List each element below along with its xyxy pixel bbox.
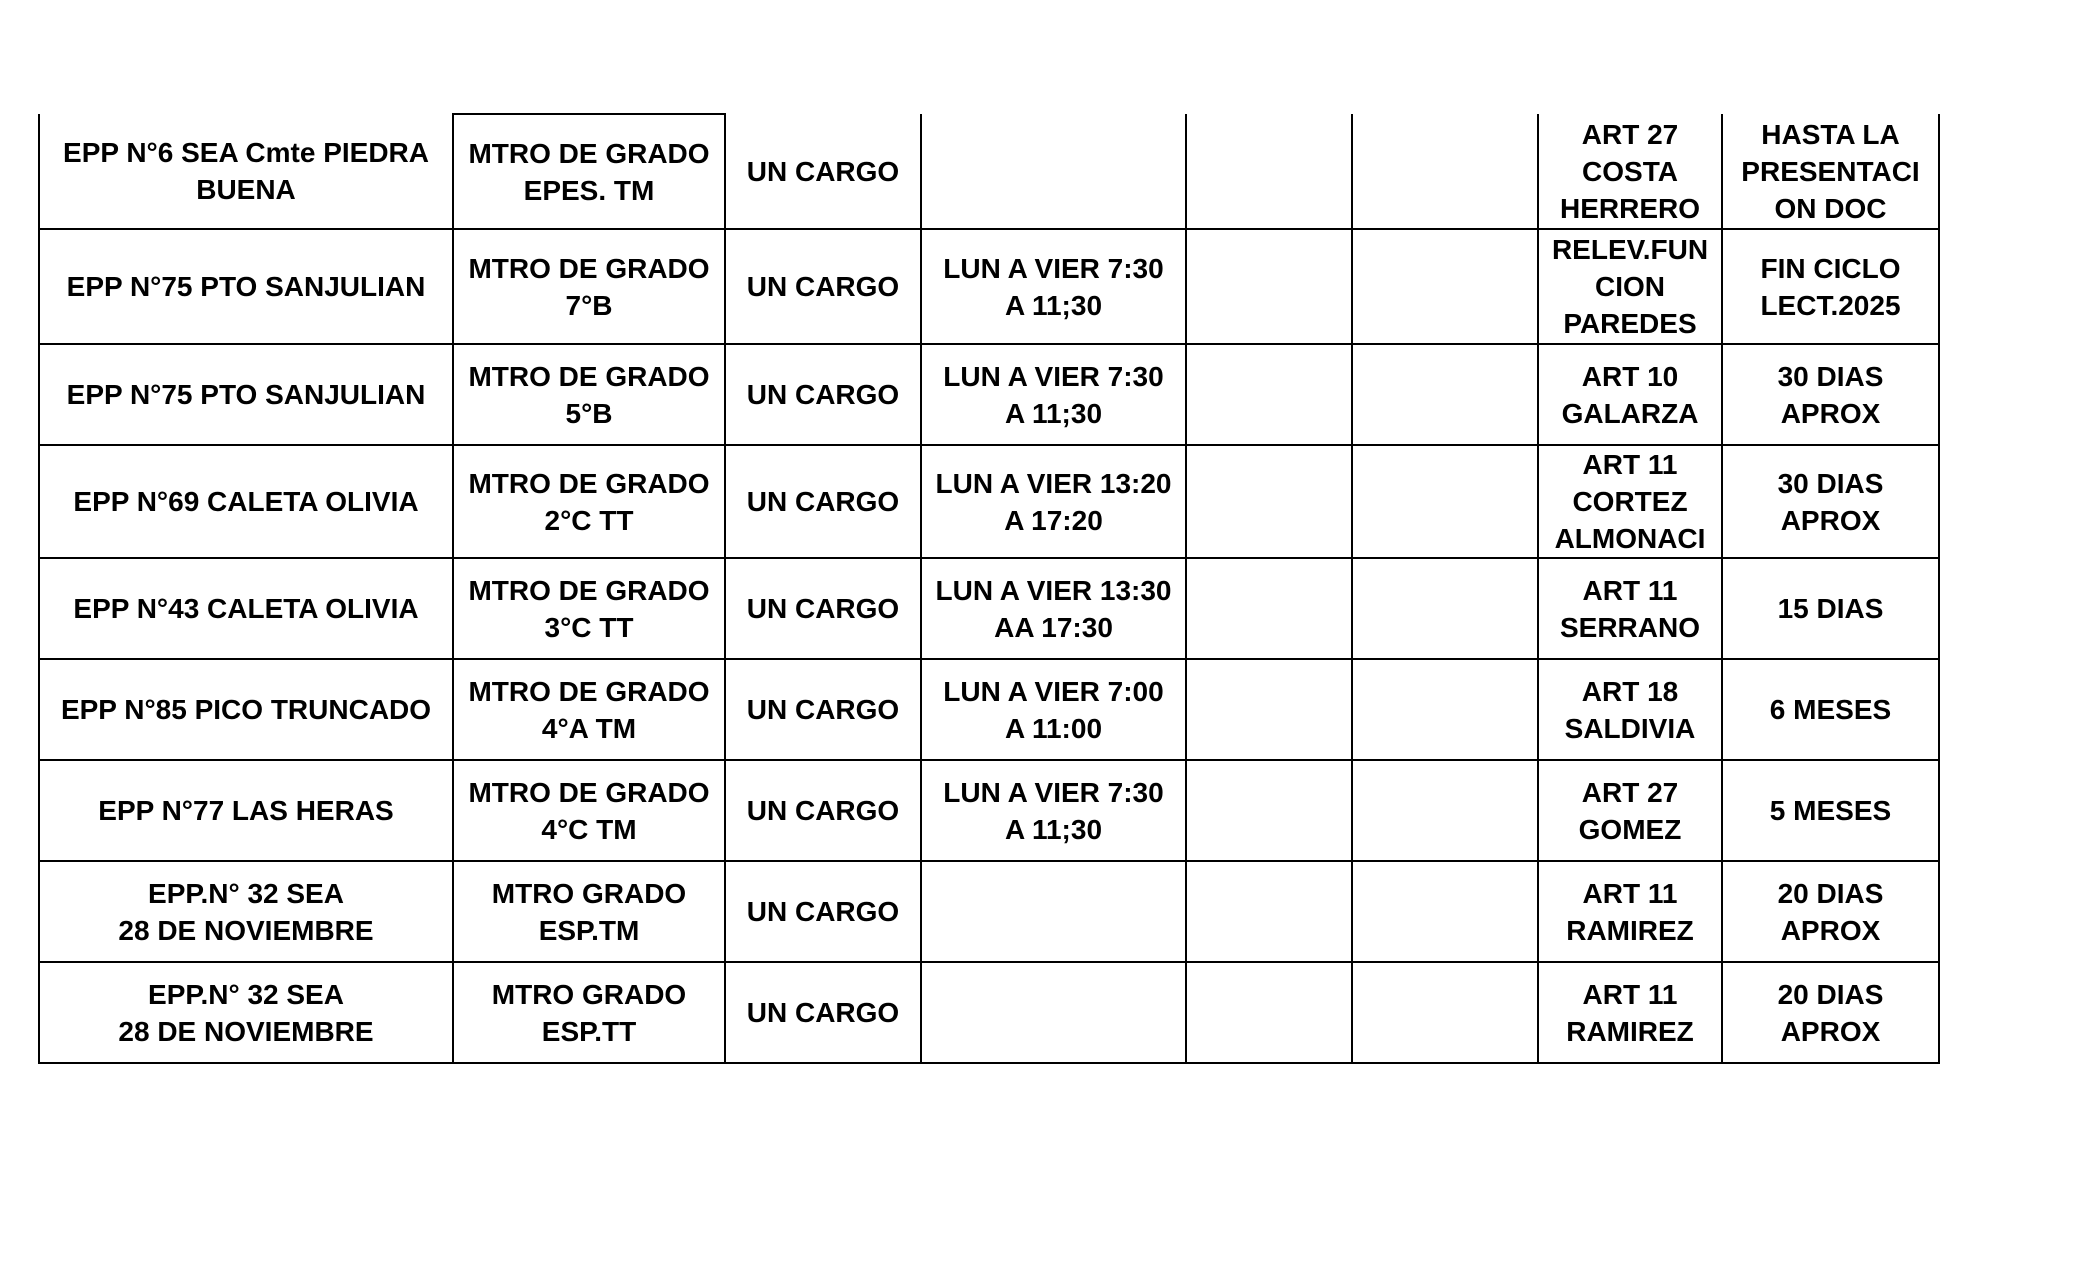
- empty-cell: [1352, 344, 1538, 445]
- table-row: [39, 558, 1939, 659]
- duration-cell: HASTA LA PRESENTACI ON DOC: [1722, 114, 1939, 229]
- school-cell: EPP N°6 SEA Cmte PIEDRA BUENA: [39, 114, 453, 229]
- school-cell: EPP N°75 PTO SANJULIAN: [39, 344, 453, 445]
- cargo-cell: UN CARGO: [725, 344, 921, 445]
- duration-cell: 20 DIAS APROX: [1722, 962, 1939, 1063]
- school-cell: EPP.N° 32 SEA 28 DE NOVIEMBRE: [39, 962, 453, 1063]
- cargo-cell: UN CARGO: [725, 659, 921, 760]
- duration-cell: 15 DIAS: [1722, 558, 1939, 659]
- position-cell: MTRO GRADO ESP.TM: [453, 861, 725, 962]
- empty-cell: [1186, 229, 1352, 344]
- article-cell: ART 11 RAMIREZ: [1538, 861, 1722, 962]
- article-cell: ART 11 CORTEZ ALMONACI: [1538, 445, 1722, 558]
- cargo-cell: UN CARGO: [725, 558, 921, 659]
- position-cell: MTRO DE GRADO 7°B: [453, 229, 725, 344]
- schedule-cell: LUN A VIER 7:30 A 11;30: [921, 229, 1186, 344]
- empty-cell: [1352, 445, 1538, 558]
- empty-cell: [1352, 229, 1538, 344]
- cargo-cell: UN CARGO: [725, 229, 921, 344]
- duration-cell: 20 DIAS APROX: [1722, 861, 1939, 962]
- school-cell: EPP N°75 PTO SANJULIAN: [39, 229, 453, 344]
- cargo-cell: UN CARGO: [725, 962, 921, 1063]
- schedule-cell: LUN A VIER 13:30 AA 17:30: [921, 558, 1186, 659]
- school-cell: EPP N°77 LAS HERAS: [39, 760, 453, 861]
- empty-cell: [1186, 558, 1352, 659]
- duration-cell: 5 MESES: [1722, 760, 1939, 861]
- cargo-cell: UN CARGO: [725, 114, 921, 229]
- table-row: [39, 229, 1939, 344]
- schedule-cell: LUN A VIER 7:30 A 11;30: [921, 344, 1186, 445]
- school-cell: EPP N°69 CALETA OLIVIA: [39, 445, 453, 558]
- duration-cell: 6 MESES: [1722, 659, 1939, 760]
- article-cell: ART 11 SERRANO: [1538, 558, 1722, 659]
- table-row: [39, 659, 1939, 760]
- schedule-cell: LUN A VIER 13:20 A 17:20: [921, 445, 1186, 558]
- schedule-cell: [921, 114, 1186, 229]
- table-row: [39, 344, 1939, 445]
- school-cell: EPP.N° 32 SEA 28 DE NOVIEMBRE: [39, 861, 453, 962]
- empty-cell: [1186, 760, 1352, 861]
- empty-cell: [1186, 659, 1352, 760]
- article-cell: ART 10 GALARZA: [1538, 344, 1722, 445]
- table-row: [39, 445, 1939, 558]
- article-cell: ART 18 SALDIVIA: [1538, 659, 1722, 760]
- empty-cell: [1352, 962, 1538, 1063]
- empty-cell: [1352, 558, 1538, 659]
- article-cell: ART 11 RAMIREZ: [1538, 962, 1722, 1063]
- position-cell: MTRO DE GRADO 5°B: [453, 344, 725, 445]
- position-cell: MTRO DE GRADO 2°C TT: [453, 445, 725, 558]
- schedule-cell: [921, 861, 1186, 962]
- empty-cell: [1186, 344, 1352, 445]
- school-cell: EPP N°85 PICO TRUNCADO: [39, 659, 453, 760]
- cargo-cell: UN CARGO: [725, 861, 921, 962]
- position-cell: MTRO DE GRADO 4°A TM: [453, 659, 725, 760]
- position-cell: MTRO GRADO ESP.TT: [453, 962, 725, 1063]
- table-row: [39, 760, 1939, 861]
- duration-cell: FIN CICLO LECT.2025: [1722, 229, 1939, 344]
- schedule-cell: [921, 962, 1186, 1063]
- schedule-cell: LUN A VIER 7:30 A 11;30: [921, 760, 1186, 861]
- duration-cell: 30 DIAS APROX: [1722, 344, 1939, 445]
- position-cell: MTRO DE GRADO EPES. TM: [453, 114, 725, 229]
- empty-cell: [1352, 760, 1538, 861]
- table-row: [39, 861, 1939, 962]
- empty-cell: [1186, 114, 1352, 229]
- position-cell: MTRO DE GRADO 3°C TT: [453, 558, 725, 659]
- table-row: [39, 962, 1939, 1063]
- school-cell: EPP N°43 CALETA OLIVIA: [39, 558, 453, 659]
- position-cell: MTRO DE GRADO 4°C TM: [453, 760, 725, 861]
- empty-cell: [1352, 659, 1538, 760]
- empty-cell: [1352, 861, 1538, 962]
- article-cell: ART 27 COSTA HERRERO: [1538, 114, 1722, 229]
- cargo-cell: UN CARGO: [725, 445, 921, 558]
- article-cell: ART 27 GOMEZ: [1538, 760, 1722, 861]
- empty-cell: [1186, 962, 1352, 1063]
- duration-cell: 30 DIAS APROX: [1722, 445, 1939, 558]
- article-cell: RELEV.FUN CION PAREDES: [1538, 229, 1722, 344]
- empty-cell: [1186, 861, 1352, 962]
- cargo-cell: UN CARGO: [725, 760, 921, 861]
- schedule-cell: LUN A VIER 7:00 A 11:00: [921, 659, 1186, 760]
- table-row: [39, 114, 1939, 229]
- empty-cell: [1352, 114, 1538, 229]
- empty-cell: [1186, 445, 1352, 558]
- vacancies-table: [38, 113, 1940, 1064]
